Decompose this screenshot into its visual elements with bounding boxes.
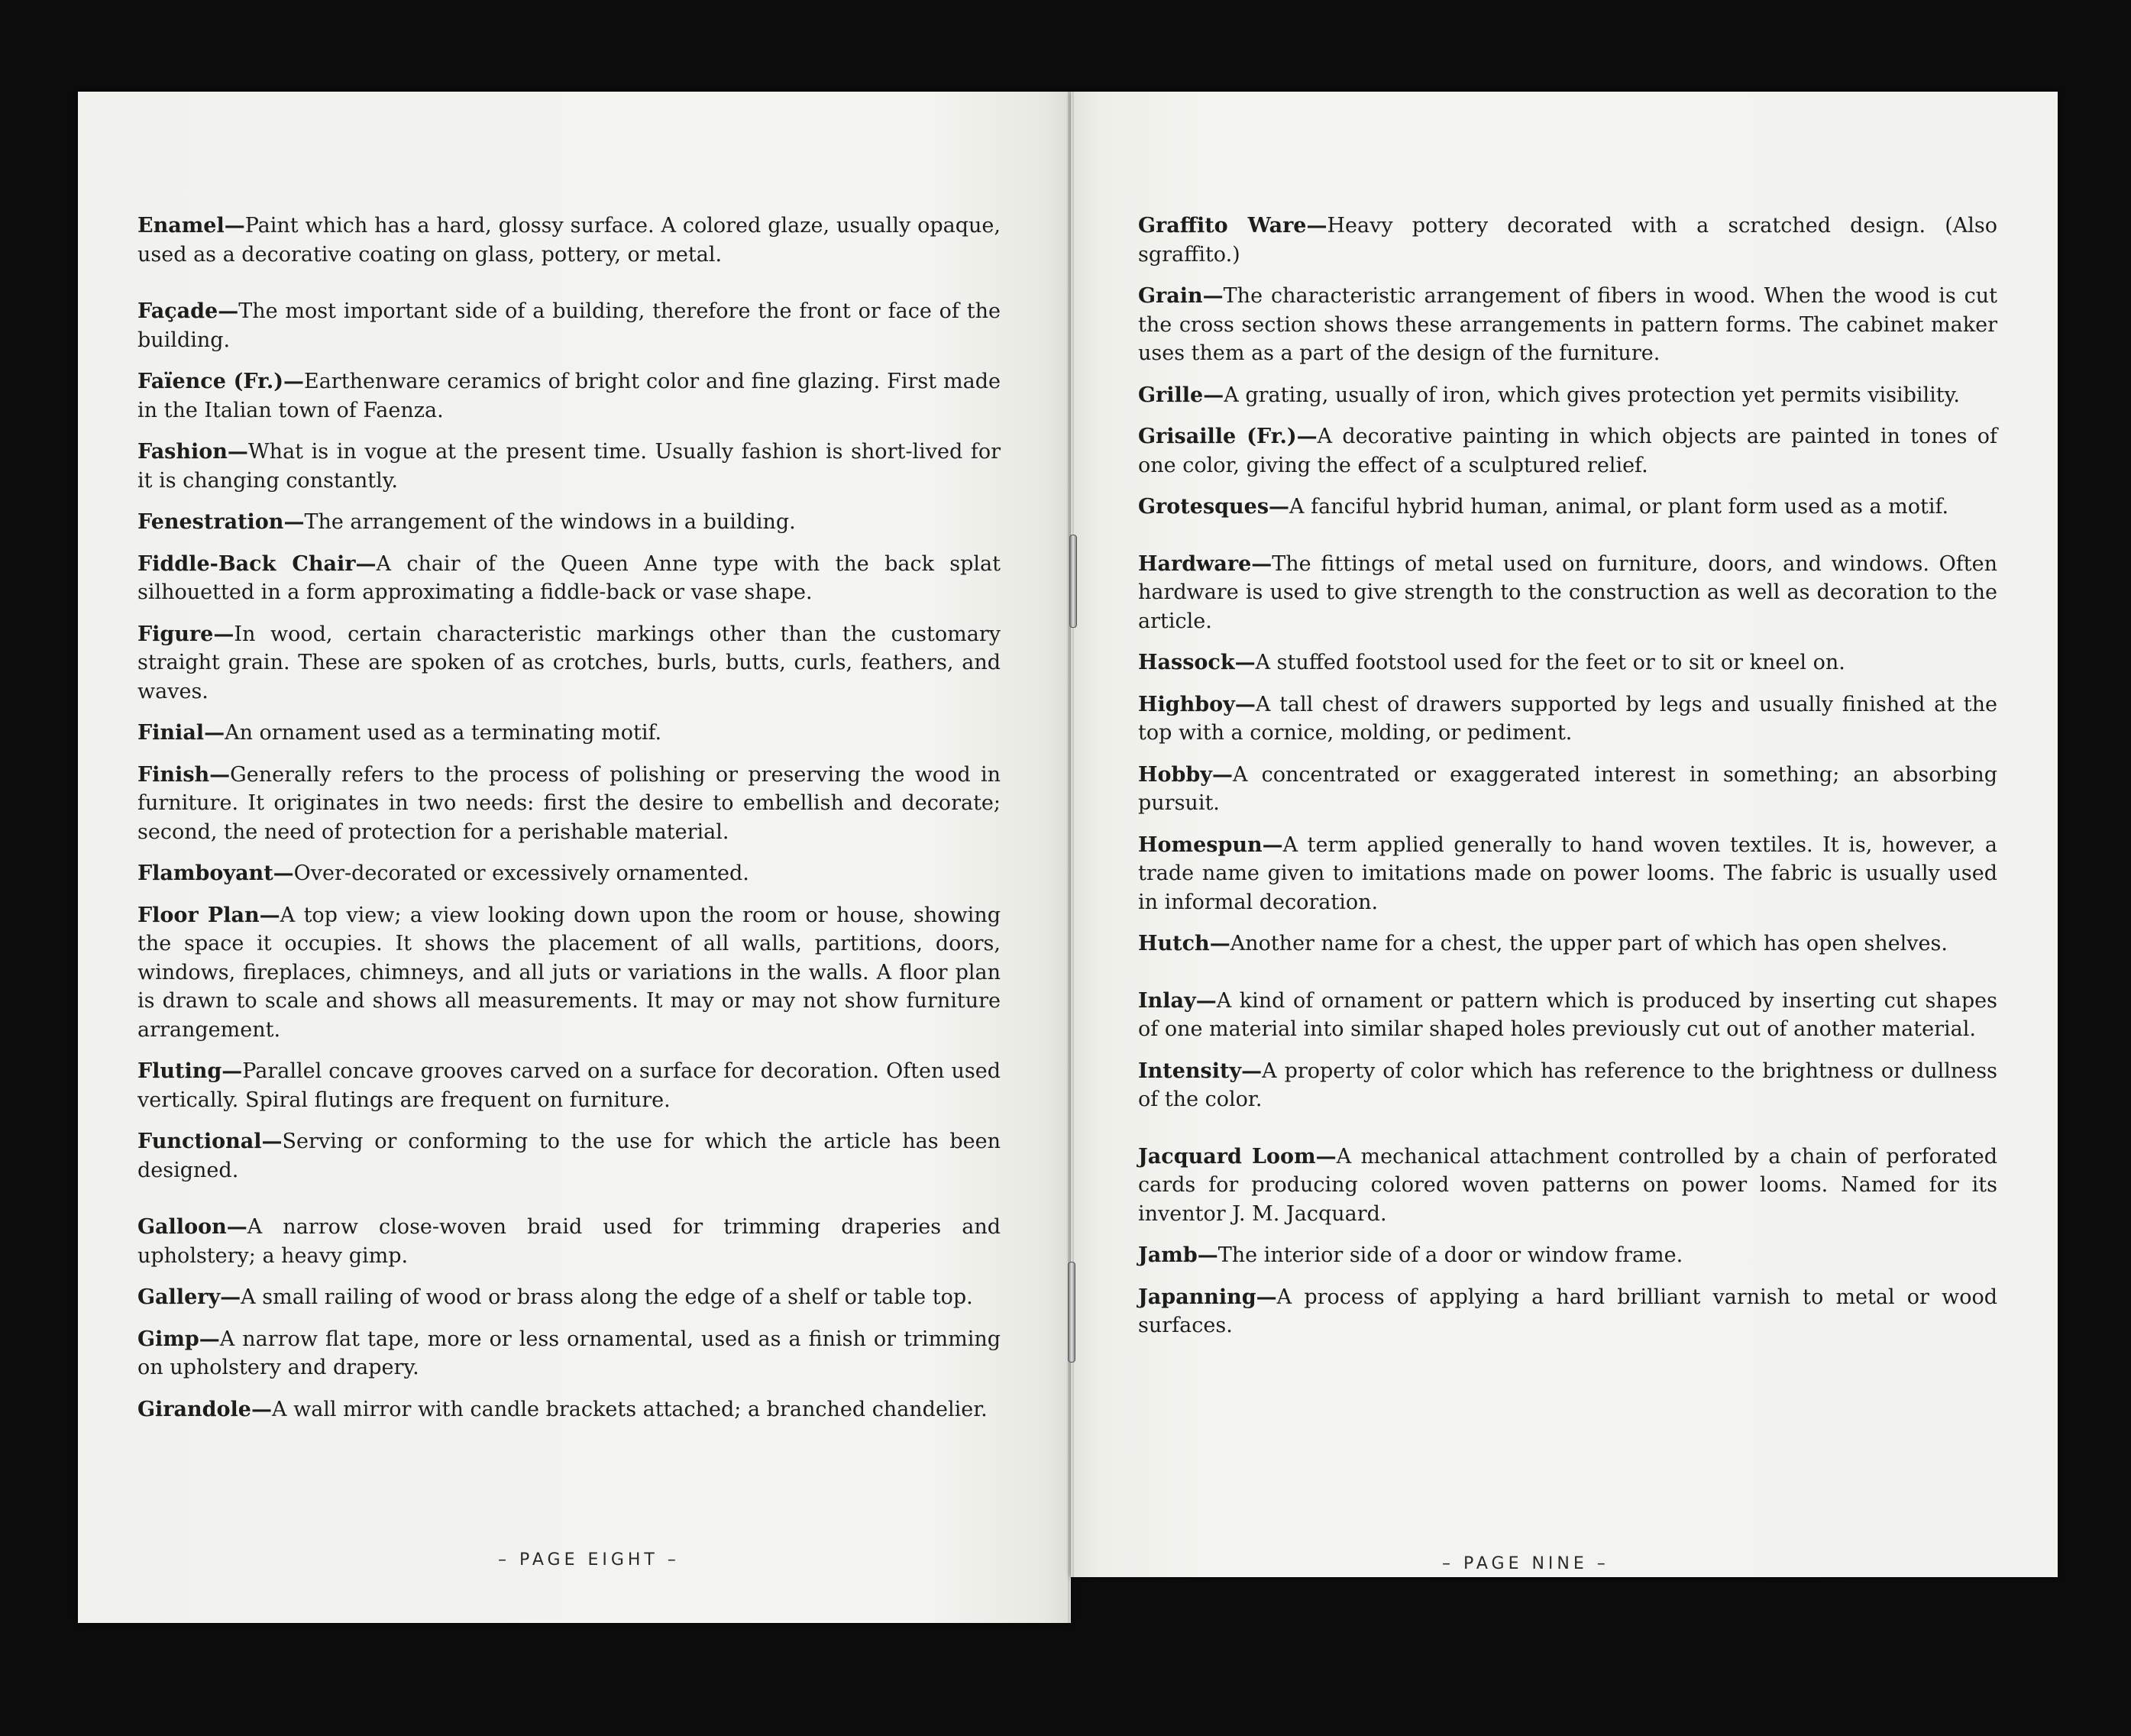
entry-term: Figure [137, 622, 214, 646]
entry-definition: A top view; a view looking down upon the room or house, showing the space it occupies. It shows the placement of all walls, partitions, doors, windows, fireplaces, chimneys, and all juts or variations in the walls. A floor plan is drawn to scale and shows all measurements. It may or may not show furniture arrangement. [137, 903, 1001, 1042]
entry-definition: A mechanical attachment controlled by a chain of perforated cards for producing colored woven patterns on power looms. Named for its inventor J. M. Jacquard. [1138, 1144, 1997, 1226]
entry-definition: Serving or conforming to the use for which the article has been designed. [137, 1130, 1001, 1182]
entry-term: Fenestration [137, 510, 284, 534]
entry-definition: The arrangement of the windows in a building. [304, 510, 796, 534]
entry-term: Finial [137, 721, 205, 745]
glossary-entry: Japanning—A process of applying a hard brilliant varnish to metal or wood surfaces. [1138, 1285, 1997, 1337]
entry-term: Hobby [1138, 762, 1212, 787]
entry-term: Intensity [1138, 1059, 1242, 1083]
entry-definition: An ornament used as a terminating motif. [225, 721, 662, 745]
glossary-entry: Jamb—The interior side of a door or window frame. [1138, 1243, 1683, 1267]
entry-term: Floor Plan [137, 903, 260, 927]
entry-term: Jamb [1138, 1243, 1198, 1267]
glossary-entry: Functional—Serving or conforming to the use for which the article has been designed. [137, 1130, 1001, 1182]
entry-term: Galloon [137, 1215, 227, 1239]
page-number-eight: – PAGE EIGHT – [498, 1550, 680, 1570]
entry-definition: Paint which has a hard, glossy surface. A colored glaze, usually opaque, used as a decorative coating on glass, pottery, or metal. [137, 214, 1001, 267]
entry-definition: A wall mirror with candle brackets attached; a branched chandelier. [272, 1397, 988, 1421]
entry-term: Hutch [1138, 932, 1210, 955]
entry-term: Faïence (Fr.) [137, 370, 283, 393]
entry-definition: A grating, usually of iron, which gives protection yet permits visibility. [1224, 383, 1960, 407]
glossary-entry: Graffito Ware—Heavy pottery decorated with a scratched design. (Also sgraffito.) [1138, 214, 1997, 267]
glossary-entry: Fiddle-Back Chair—A chair of the Queen Anne type with the back splat silhouetted in a form approximating a fiddle-back or vase shape. [137, 551, 1001, 604]
staple-bottom [1068, 1262, 1075, 1363]
entry-term: Functional [137, 1130, 262, 1153]
entry-term: Grotesques [1138, 495, 1269, 519]
entry-term: Finish [137, 762, 210, 787]
glossary-entry: Grotesques—A fanciful hybrid human, animal, or plant form used as a motif. [1138, 495, 1949, 519]
entry-definition: A process of applying a hard brilliant varnish to metal or wood surfaces. [1138, 1285, 1997, 1337]
entry-definition: The interior side of a door or window frame. [1217, 1243, 1683, 1267]
entry-term: Gimp [137, 1327, 199, 1351]
glossary-entry: Fenestration—The arrangement of the windows in a building. [137, 510, 796, 534]
glossary-entry: Galloon—A narrow close-woven braid used for trimming draperies and upholstery; a heavy gimp. [137, 1215, 1001, 1268]
glossary-entry: Figure—In wood, certain characteristic markings other than the customary straight grain. These are spoken of as crotches, burls, butts, curls, feathers, and waves. [137, 622, 1001, 703]
entry-term: Grille [1138, 383, 1204, 407]
entry-definition: A term applied generally to hand woven textiles. It is, however, a trade name given to imitations made on power looms. The fabric is usually used in informal decoration. [1138, 832, 1997, 914]
glossary-entry: Finish—Generally refers to the process of polishing or preserving the wood in furniture. It originates in two needs: first the desire to embellish and decorate; second, the need of protection for a perishable material. [137, 762, 1001, 844]
entry-definition: A kind of ornament or pattern which is produced by inserting cut shapes of one material into similar shaped holes previously cut out of another material. [1138, 988, 1997, 1041]
entry-definition: A chair of the Queen Anne type with the back splat silhouetted in a form approximating a fiddle-back or vase shape. [137, 551, 1001, 604]
entry-term: Homespun [1138, 832, 1263, 857]
entry-term: Fluting [137, 1059, 222, 1083]
glossary-entry: Highboy—A tall chest of drawers supported by legs and usually finished at the top with a cornice, molding, or pediment. [1138, 692, 1997, 745]
entry-definition: A decorative painting in which objects are painted in tones of one color, giving the effect of a sculptured relief. [1138, 425, 1997, 477]
glossary-entry: Grille—A grating, usually of iron, which gives protection yet permits visibility. [1138, 383, 1960, 407]
entry-term: Jacquard Loom [1138, 1144, 1316, 1169]
glossary-entry: Enamel—Paint which has a hard, glossy surface. A colored glaze, usually opaque, used as a decorative coating on glass, pottery, or metal. [137, 214, 1001, 267]
entry-definition: A fanciful hybrid human, animal, or plant form used as a motif. [1289, 495, 1949, 519]
entry-definition: A concentrated or exaggerated interest in something; an absorbing pursuit. [1138, 762, 1997, 815]
entry-term: Fiddle-Back Chair [137, 551, 356, 576]
entry-term: Highboy [1138, 692, 1235, 716]
entry-definition: In wood, certain characteristic markings other than the customary straight grain. These are spoken of as crotches, burls, butts, curls, feathers, and waves. [137, 622, 1001, 703]
glossary-entry: Floor Plan—A top view; a view looking down upon the room or house, showing the space it occupies. It shows the placement of all walls, partitions, doors, windows, fireplaces, chimneys, and all juts or variations in the walls. A floor plan is drawn to scale and shows all measurements. It may or may not show furniture arrangement. [137, 903, 1001, 1042]
entry-term: Hassock [1138, 651, 1235, 674]
glossary-entry: Grain—The characteristic arrangement of fibers in wood. When the wood is cut the cross section shows these arrangements in pattern forms. The cabinet maker uses them as a part of the design of the furniture. [1138, 284, 1997, 365]
entry-term: Girandole [137, 1397, 251, 1421]
right-glossary-entries [1138, 212, 1997, 1353]
left-glossary-entries [137, 212, 1001, 1437]
entry-definition: A small railing of wood or brass along the edge of a shelf or table top. [241, 1285, 973, 1309]
glossary-entry: Finial—An ornament used as a terminating motif. [137, 721, 662, 745]
glossary-entry: Grisaille (Fr.)—A decorative painting in which objects are painted in tones of one color, giving the effect of a sculptured relief. [1138, 425, 1997, 477]
glossary-entry: Jacquard Loom—A mechanical attachment controlled by a chain of perforated cards for producing colored woven patterns on power looms. Named for its inventor J. M. Jacquard. [1138, 1144, 1997, 1226]
entry-term: Fashion [137, 440, 228, 464]
glossary-entry: Flamboyant—Over-decorated or excessively ornamented. [137, 862, 749, 885]
entry-definition: A narrow close-woven braid used for trimming draperies and upholstery; a heavy gimp. [137, 1215, 1001, 1268]
entry-term: Gallery [137, 1285, 221, 1309]
glossary-entry: Homespun—A term applied generally to hand woven textiles. It is, however, a trade name given to imitations made on power looms. The fabric is usually used in informal decoration. [1138, 832, 1997, 914]
glossary-entry: Façade—The most important side of a building, therefore the front or face of the building. [137, 299, 1001, 352]
entry-term: Graffito Ware [1138, 214, 1307, 238]
entry-definition: What is in vogue at the present time. Usually fashion is short-lived for it is changing constantly. [137, 440, 1001, 493]
entry-definition: Earthenware ceramics of bright color and fine glazing. First made in the Italian town of Faenza. [137, 370, 1001, 422]
entry-definition: The characteristic arrangement of fibers in wood. When the wood is cut the cross section shows these arrangements in pattern forms. The cabinet maker uses them as a part of the design of the furniture. [1138, 284, 1997, 365]
entry-term: Grain [1138, 284, 1203, 308]
glossary-entry: Gallery—A small railing of wood or brass along the edge of a shelf or table top. [137, 1285, 973, 1309]
entry-definition: A stuffed footstool used for the feet or to sit or kneel on. [1255, 651, 1845, 674]
entry-term: Inlay [1138, 988, 1196, 1013]
entry-term: Japanning [1138, 1285, 1256, 1309]
glossary-entry: Faïence (Fr.)—Earthenware ceramics of bright color and fine glazing. First made in the Italian town of Faenza. [137, 370, 1001, 422]
glossary-entry: Hardware—The fittings of metal used on furniture, doors, and windows. Often hardware is used to give strength to the construction as well as decoration to the article. [1138, 551, 1997, 633]
entry-definition: Generally refers to the process of polishing or preserving the wood in furniture. It originates in two needs: first the desire to embellish and decorate; second, the need of protection for a perishable material. [137, 762, 1001, 844]
staple-top [1069, 535, 1077, 628]
entry-definition: The most important side of a building, therefore the front or face of the building. [137, 299, 1001, 352]
entry-term: Hardware [1138, 551, 1252, 576]
glossary-entry: Girandole—A wall mirror with candle brackets attached; a branched chandelier. [137, 1397, 988, 1421]
entry-definition: A tall chest of drawers supported by legs and usually finished at the top with a cornice, molding, or pediment. [1138, 692, 1997, 745]
entry-definition: The fittings of metal used on furniture, doors, and windows. Often hardware is used to give strength to the construction as well as decoration to the article. [1138, 551, 1997, 633]
glossary-entry: Fashion—What is in vogue at the present time. Usually fashion is short-lived for it is changing constantly. [137, 440, 1001, 493]
glossary-entry: Intensity—A property of color which has reference to the brightness or dullness of the color. [1138, 1059, 1997, 1111]
entry-term: Enamel [137, 214, 225, 238]
page-number-nine: – PAGE NINE – [1442, 1554, 1609, 1573]
entry-term: Grisaille (Fr.) [1138, 425, 1297, 448]
entry-definition: Parallel concave grooves carved on a surface for decoration. Often used vertically. Spiral flutings are frequent on furniture. [137, 1059, 1001, 1112]
glossary-entry: Inlay—A kind of ornament or pattern which is produced by inserting cut shapes of one material into similar shaped holes previously cut out of another material. [1138, 988, 1997, 1041]
entry-definition: Another name for a chest, the upper part of which has open shelves. [1230, 932, 1948, 955]
entry-definition: A property of color which has reference to the brightness or dullness of the color. [1138, 1059, 1997, 1111]
center-fold [1068, 92, 1074, 1623]
glossary-entry: Fluting—Parallel concave grooves carved on a surface for decoration. Often used vertically. Spiral flutings are frequent on furniture. [137, 1059, 1001, 1112]
entry-definition: Over-decorated or excessively ornamented. [293, 862, 749, 885]
entry-definition: Heavy pottery decorated with a scratched design. (Also sgraffito.) [1138, 214, 1997, 267]
entry-term: Flamboyant [137, 862, 273, 885]
glossary-entry: Hutch—Another name for a chest, the upper part of which has open shelves. [1138, 932, 1948, 955]
glossary-entry: Hobby—A concentrated or exaggerated interest in something; an absorbing pursuit. [1138, 762, 1997, 815]
entry-definition: A narrow flat tape, more or less ornamental, used as a finish or trimming on upholstery and drapery. [137, 1327, 1001, 1379]
glossary-entry: Hassock—A stuffed footstool used for the feet or to sit or kneel on. [1138, 651, 1845, 674]
glossary-entry: Gimp—A narrow flat tape, more or less ornamental, used as a finish or trimming on upholstery and drapery. [137, 1327, 1001, 1379]
entry-term: Façade [137, 299, 218, 323]
